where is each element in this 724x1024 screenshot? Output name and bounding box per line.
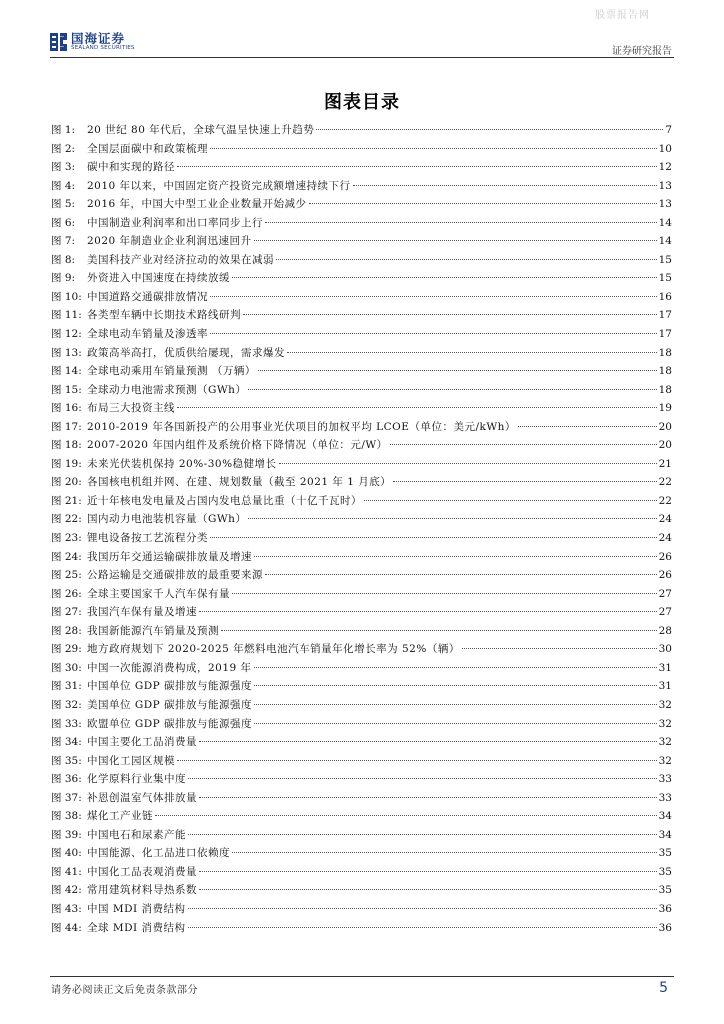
toc-figure-caption: 中国单位 GDP 碳排放与能源强度 bbox=[87, 680, 253, 693]
toc-page-number: 28 bbox=[658, 624, 672, 637]
toc-entry[interactable] bbox=[51, 770, 672, 789]
toc-dot-leader bbox=[390, 444, 657, 445]
toc-figure-caption: 2020 年制造业企业利润迅速回升 bbox=[87, 235, 252, 248]
toc-figure-label: 图 35: bbox=[51, 754, 82, 767]
toc-page-number: 17 bbox=[658, 328, 672, 341]
toc-figure-caption: 中国化工园区规模 bbox=[87, 754, 175, 767]
toc-page-number: 15 bbox=[658, 272, 672, 285]
toc-page-number: 26 bbox=[658, 550, 672, 563]
toc-dot-leader bbox=[258, 370, 657, 371]
toc-figure-caption: 国内动力电池装机容量（GWh） bbox=[87, 513, 247, 526]
toc-figure-caption: 中国能源、化工品进口依赖度 bbox=[87, 847, 230, 860]
toc-entry[interactable] bbox=[51, 640, 672, 659]
toc-entry[interactable] bbox=[51, 399, 672, 418]
toc-figure-label: 图 22: bbox=[51, 513, 82, 526]
toc-page-number: 18 bbox=[658, 365, 672, 378]
toc-figure-label: 图 9: bbox=[51, 272, 76, 285]
toc-entry[interactable] bbox=[51, 251, 672, 270]
toc-dot-leader bbox=[287, 352, 657, 353]
toc-page-number: 15 bbox=[658, 253, 672, 266]
toc-dot-leader bbox=[254, 667, 657, 668]
toc-dot-leader bbox=[243, 314, 657, 315]
toc-page-number: 35 bbox=[658, 847, 672, 860]
toc-dot-leader bbox=[232, 593, 657, 594]
toc-entry[interactable] bbox=[51, 140, 672, 159]
header-divider bbox=[50, 57, 674, 58]
toc-entry[interactable] bbox=[51, 344, 672, 363]
toc-dot-leader bbox=[276, 259, 657, 260]
toc-dot-leader bbox=[177, 166, 657, 167]
toc-figure-caption: 化学原料行业集中度 bbox=[87, 773, 186, 786]
toc-figure-caption: 中国道路交通碳排放情况 bbox=[87, 290, 208, 303]
toc-dot-leader bbox=[188, 778, 657, 779]
toc-figure-label: 图 15: bbox=[51, 383, 82, 396]
toc-figure-caption: 补恩创温室气体排放量 bbox=[87, 791, 197, 804]
toc-entry[interactable] bbox=[51, 177, 672, 196]
report-type: 证券研究报告 bbox=[612, 46, 672, 57]
toc-figure-caption: 欧盟单位 GDP 碳排放与能源强度 bbox=[87, 717, 253, 730]
toc-entry[interactable] bbox=[51, 826, 672, 845]
toc-figure-caption: 2010-2019 年各国新投产的公用事业光伏项目的加权平均 LCOE（单位：美元/kWh） bbox=[87, 420, 516, 433]
toc-figure-caption: 我国汽车保有量及增速 bbox=[87, 606, 197, 619]
toc-dot-leader bbox=[265, 222, 657, 223]
toc-dot-leader bbox=[254, 723, 657, 724]
toc-dot-leader bbox=[462, 648, 657, 649]
toc-dot-leader bbox=[254, 704, 657, 705]
toc-entry[interactable] bbox=[51, 677, 672, 696]
brand-logo bbox=[50, 30, 135, 54]
toc-page-number: 22 bbox=[658, 494, 672, 507]
toc-figure-label: 图 31: bbox=[51, 680, 82, 693]
toc-page-number: 34 bbox=[658, 828, 672, 841]
toc-page-number: 7 bbox=[665, 124, 672, 136]
toc-dot-leader bbox=[210, 296, 657, 297]
toc-figure-caption: 美国单位 GDP 碳排放与能源强度 bbox=[87, 698, 253, 711]
toc-figure-caption: 20 世纪 80 年代后，全球气温呈快速上升趋势 bbox=[87, 124, 315, 136]
toc-dot-leader bbox=[309, 203, 657, 204]
toc-dot-leader bbox=[188, 908, 657, 909]
toc-page-number: 32 bbox=[658, 736, 672, 749]
toc-dot-leader bbox=[199, 741, 657, 742]
toc-entry[interactable] bbox=[51, 752, 672, 771]
toc-page-number: 20 bbox=[658, 420, 672, 433]
page-number: 5 bbox=[659, 980, 668, 996]
toc-figure-label: 图 21: bbox=[51, 494, 82, 507]
toc-entry[interactable] bbox=[51, 269, 672, 288]
toc-figure-caption: 政策高举高打，优质供给屡现，需求爆发 bbox=[87, 346, 285, 359]
toc-figure-label: 图 28: bbox=[51, 624, 82, 637]
sealand-logo-icon bbox=[50, 32, 68, 52]
toc-figure-caption: 2007-2020 年国内组件及系统价格下降情况（单位：元/W） bbox=[87, 439, 388, 452]
toc-figure-label: 图 36: bbox=[51, 773, 82, 786]
toc-page-number: 30 bbox=[658, 643, 672, 656]
toc-page-number: 32 bbox=[658, 754, 672, 767]
toc-figure-caption: 全球主要国家千人汽车保有量 bbox=[87, 587, 230, 600]
watermark-text: 股票报告网 bbox=[595, 10, 650, 21]
toc-figure-caption: 全球电动车销量及渗透率 bbox=[87, 328, 208, 341]
toc-figure-label: 图 14: bbox=[51, 365, 82, 378]
toc-entry[interactable] bbox=[51, 455, 672, 474]
toc-figure-label: 图 43: bbox=[51, 902, 82, 915]
toc-page-number: 31 bbox=[658, 661, 672, 674]
toc-dot-leader bbox=[353, 185, 657, 186]
toc-figure-caption: 全球动力电池需求预测（GWh） bbox=[87, 383, 247, 396]
toc-figure-label: 图 4: bbox=[51, 179, 76, 192]
toc-page-number: 27 bbox=[658, 606, 672, 619]
toc-page-number: 20 bbox=[658, 439, 672, 452]
toc-dot-leader bbox=[364, 500, 657, 501]
toc-figure-caption: 地方政府规划下 2020-2025 年燃料电池汽车销量年化增长率为 52%（辆） bbox=[87, 643, 460, 656]
toc-entry[interactable] bbox=[51, 900, 672, 919]
toc-entry[interactable] bbox=[51, 510, 672, 529]
toc-entry[interactable] bbox=[51, 436, 672, 455]
toc-page-number: 18 bbox=[658, 346, 672, 359]
toc-page-number: 13 bbox=[658, 198, 672, 211]
toc-dot-leader bbox=[254, 685, 657, 686]
toc-entry[interactable] bbox=[51, 585, 672, 604]
toc-dot-leader bbox=[248, 518, 656, 519]
toc-dot-leader bbox=[177, 407, 657, 408]
toc-figure-label: 图 23: bbox=[51, 532, 82, 545]
toc-dot-leader bbox=[199, 611, 657, 612]
toc-dot-leader bbox=[248, 389, 656, 390]
toc-page-number: 16 bbox=[658, 290, 672, 303]
toc-figure-caption: 煤化工产业链 bbox=[87, 810, 153, 823]
toc-entry[interactable] bbox=[51, 232, 672, 251]
toc-figure-label: 图 8: bbox=[51, 253, 76, 266]
toc-page-number: 24 bbox=[658, 532, 672, 545]
toc-page-number: 36 bbox=[658, 902, 672, 915]
toc-entry[interactable] bbox=[51, 362, 672, 381]
toc-entry[interactable] bbox=[51, 566, 672, 585]
toc-figure-label: 图 26: bbox=[51, 587, 82, 600]
toc-dot-leader bbox=[188, 834, 657, 835]
toc-figure-caption: 中国一次能源消费构成，2019 年 bbox=[87, 661, 252, 674]
toc-page-number: 33 bbox=[658, 791, 672, 804]
toc-entry[interactable] bbox=[51, 121, 672, 140]
toc-dot-leader bbox=[155, 815, 657, 816]
toc-dot-leader bbox=[393, 481, 656, 482]
toc-figure-caption: 常用建筑材料导热系数 bbox=[87, 884, 197, 897]
toc-figure-label: 图 32: bbox=[51, 698, 82, 711]
toc-entry[interactable] bbox=[51, 325, 672, 344]
toc-figure-caption: 布局三大投资主线 bbox=[87, 402, 175, 415]
toc-page-number: 14 bbox=[658, 216, 672, 229]
toc-page-number: 33 bbox=[658, 773, 672, 786]
toc-entry[interactable] bbox=[51, 807, 672, 826]
toc-entry[interactable] bbox=[51, 919, 672, 938]
toc-figure-label: 图 24: bbox=[51, 550, 82, 563]
toc-figure-caption: 未来光伏装机保持 20%-30%稳健增长 bbox=[87, 457, 277, 470]
toc-figure-label: 图 27: bbox=[51, 606, 82, 619]
toc-entry[interactable] bbox=[51, 492, 672, 511]
toc-figure-label: 图 18: bbox=[51, 439, 82, 452]
toc-page-number: 36 bbox=[658, 921, 672, 934]
page-title: 图表目录 bbox=[324, 92, 400, 113]
toc-page-number: 22 bbox=[658, 476, 672, 489]
toc-page-number: 10 bbox=[658, 142, 672, 155]
toc-figure-caption: 中国制造业利润率和出口率同步上行 bbox=[87, 216, 263, 229]
toc-page-number: 34 bbox=[658, 810, 672, 823]
toc-entry[interactable] bbox=[51, 195, 672, 214]
toc-figure-label: 图 1: bbox=[51, 124, 76, 136]
toc-page-number: 32 bbox=[658, 698, 672, 711]
toc-figure-caption: 我国新能源汽车销量及预测 bbox=[87, 624, 219, 637]
toc-dot-leader bbox=[265, 574, 657, 575]
toc-page-number: 31 bbox=[658, 680, 672, 693]
toc-figure-caption: 中国电石和尿素产能 bbox=[87, 828, 186, 841]
toc-entry[interactable] bbox=[51, 306, 672, 325]
toc-dot-leader bbox=[210, 537, 657, 538]
toc-figure-label: 图 5: bbox=[51, 198, 76, 211]
toc-page-number: 19 bbox=[658, 402, 672, 415]
toc-figure-label: 图 13: bbox=[51, 346, 82, 359]
toc-figure-caption: 中国 MDI 消费结构 bbox=[87, 902, 186, 915]
toc-dot-leader bbox=[210, 148, 657, 149]
toc-figure-label: 图 44: bbox=[51, 921, 82, 934]
toc-page-number: 27 bbox=[658, 587, 672, 600]
toc-dot-leader bbox=[177, 760, 657, 761]
toc-figure-caption: 各类型车辆中长期技术路线研判 bbox=[87, 309, 241, 322]
toc-dot-leader bbox=[210, 333, 657, 334]
toc-entry[interactable] bbox=[51, 381, 672, 400]
toc-entry[interactable] bbox=[51, 789, 672, 808]
toc-figure-label: 图 25: bbox=[51, 569, 82, 582]
toc-entry[interactable] bbox=[51, 844, 672, 863]
toc-figure-caption: 全国层面碳中和政策梳理 bbox=[87, 142, 208, 155]
toc-page-number: 14 bbox=[658, 235, 672, 248]
toc-entry[interactable] bbox=[51, 603, 672, 622]
toc-figure-caption: 中国主要化工品消费量 bbox=[87, 736, 197, 749]
toc-page-number: 13 bbox=[658, 179, 672, 192]
toc-page-number: 21 bbox=[658, 457, 672, 470]
toc-entry[interactable] bbox=[51, 214, 672, 233]
toc-figure-label: 图 34: bbox=[51, 736, 82, 749]
toc-figure-label: 图 42: bbox=[51, 884, 82, 897]
toc-entry[interactable] bbox=[51, 548, 672, 567]
toc-dot-leader bbox=[254, 240, 657, 241]
toc-dot-leader bbox=[232, 852, 657, 853]
toc-figure-caption: 公路运输是交通碳排放的最重要来源 bbox=[87, 569, 263, 582]
toc-figure-label: 图 33: bbox=[51, 717, 82, 730]
toc-dot-leader bbox=[199, 871, 657, 872]
toc-dot-leader bbox=[279, 463, 657, 464]
footer-disclaimer: 请务必阅读正文后免责条款部分 bbox=[51, 985, 198, 996]
toc-figure-label: 图 10: bbox=[51, 290, 82, 303]
toc-entry[interactable] bbox=[51, 622, 672, 641]
toc-page-number: 32 bbox=[658, 717, 672, 730]
toc-figure-label: 图 41: bbox=[51, 865, 82, 878]
toc-figure-caption: 2016 年，中国大中型工业企业数量开始减少 bbox=[87, 198, 307, 211]
toc-page-number: 17 bbox=[658, 309, 672, 322]
toc-figure-caption: 各国核电机组并网、在建、规划数量（截至 2021 年 1 月底） bbox=[87, 476, 392, 489]
toc-dot-leader bbox=[518, 426, 657, 427]
toc-page-number: 24 bbox=[658, 513, 672, 526]
toc-entry[interactable] bbox=[51, 659, 672, 678]
toc-figure-label: 图 37: bbox=[51, 791, 82, 804]
toc-page-number: 12 bbox=[658, 161, 672, 174]
toc-figure-label: 图 7: bbox=[51, 235, 76, 248]
brand-name-cn: 国海证券 bbox=[71, 31, 126, 46]
toc-entry[interactable] bbox=[51, 696, 672, 715]
toc-figure-caption: 近十年核电发电量及占国内发电总量比重（十亿千瓦时） bbox=[87, 494, 362, 507]
toc-entry[interactable] bbox=[51, 529, 672, 548]
footer-divider bbox=[50, 976, 674, 977]
toc-dot-leader bbox=[188, 927, 657, 928]
brand-name-en: SEALAND SECURITIES bbox=[71, 45, 135, 51]
toc-figure-label: 图 6: bbox=[51, 216, 76, 229]
toc-dot-leader bbox=[221, 630, 657, 631]
toc-page-number: 35 bbox=[658, 865, 672, 878]
toc-figure-label: 图 3: bbox=[51, 161, 76, 174]
toc-dot-leader bbox=[199, 797, 657, 798]
toc-dot-leader bbox=[254, 556, 657, 557]
toc-figure-label: 图 12: bbox=[51, 328, 82, 341]
toc-figure-caption: 锂电设备按工艺流程分类 bbox=[87, 532, 208, 545]
toc-figure-label: 图 39: bbox=[51, 828, 82, 841]
toc-figure-label: 图 30: bbox=[51, 661, 82, 674]
toc-figure-label: 图 29: bbox=[51, 643, 82, 656]
toc-figure-caption: 碳中和实现的路径 bbox=[87, 161, 175, 174]
toc-entry[interactable] bbox=[51, 881, 672, 900]
toc-entry[interactable] bbox=[51, 473, 672, 492]
toc-figure-label: 图 38: bbox=[51, 810, 82, 823]
toc-dot-leader bbox=[232, 277, 657, 278]
toc-figure-caption: 2010 年以来，中国固定资产投资完成额增速持续下行 bbox=[87, 179, 351, 192]
toc-entry[interactable] bbox=[51, 288, 672, 307]
toc-entry[interactable] bbox=[51, 733, 672, 752]
page-header bbox=[50, 30, 674, 56]
toc-figure-label: 图 17: bbox=[51, 420, 82, 433]
toc-page-number: 35 bbox=[658, 884, 672, 897]
toc-entry[interactable] bbox=[51, 418, 672, 437]
toc-page-number: 18 bbox=[658, 383, 672, 396]
toc-figure-caption: 我国历年交通运输碳排放量及增速 bbox=[87, 550, 252, 563]
toc-dot-leader bbox=[199, 889, 657, 890]
toc-entry[interactable] bbox=[51, 158, 672, 177]
toc-figure-label: 图 19: bbox=[51, 457, 82, 470]
toc-entry[interactable] bbox=[51, 863, 672, 882]
toc-figure-caption: 美国科技产业对经济拉动的效果在减弱 bbox=[87, 253, 274, 266]
toc-figure-label: 图 20: bbox=[51, 476, 82, 489]
toc-figure-label: 图 2: bbox=[51, 142, 76, 155]
toc-entry[interactable] bbox=[51, 715, 672, 734]
toc-figure-caption: 中国化工品表观消费量 bbox=[87, 865, 197, 878]
toc-figure-label: 图 40: bbox=[51, 847, 82, 860]
toc-page-number: 26 bbox=[658, 569, 672, 582]
toc-dot-leader bbox=[316, 129, 663, 130]
toc-figure-caption: 外资进入中国速度在持续放缓 bbox=[87, 272, 230, 285]
toc-figure-caption: 全球电动乘用车销量预测 （万辆） bbox=[87, 365, 256, 378]
toc-figure-label: 图 11: bbox=[51, 309, 82, 322]
figure-toc-list bbox=[51, 121, 672, 937]
toc-figure-caption: 全球 MDI 消费结构 bbox=[87, 921, 186, 934]
toc-figure-label: 图 16: bbox=[51, 402, 82, 415]
